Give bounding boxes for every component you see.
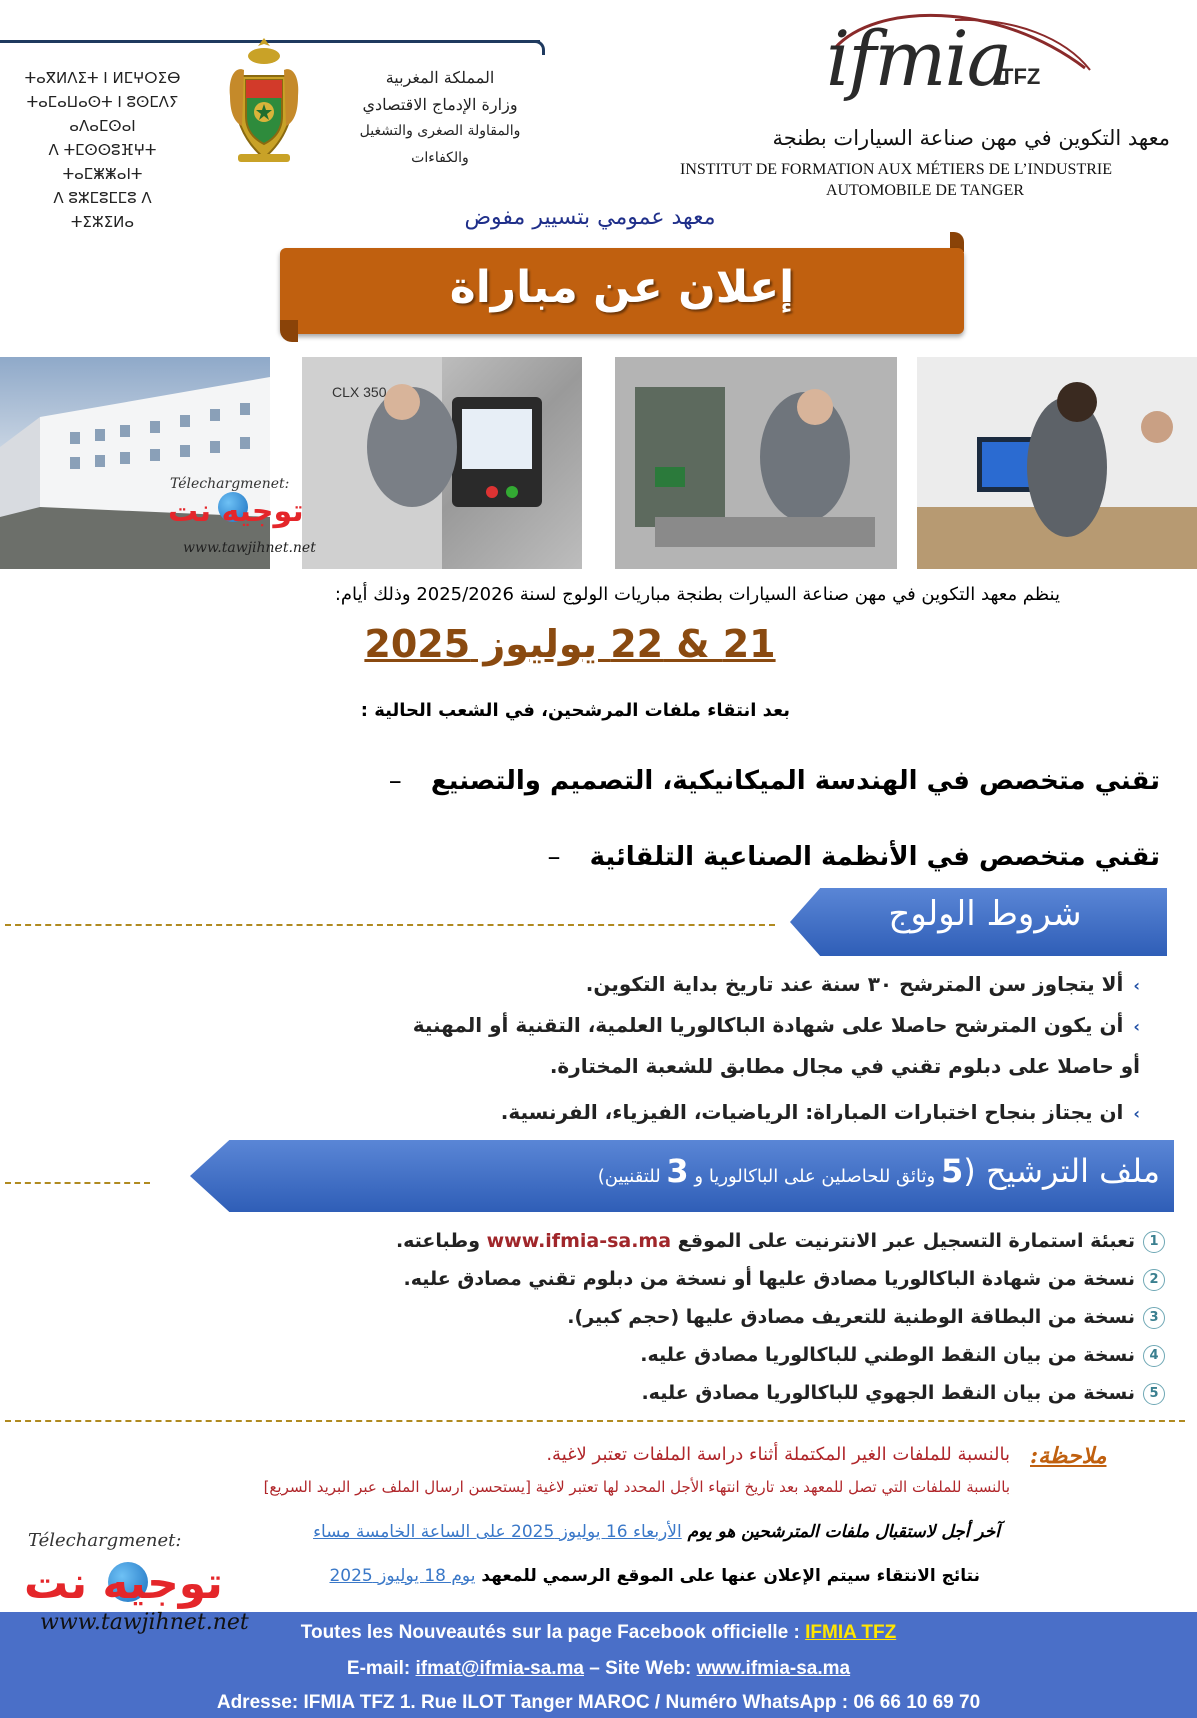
- number-circle-icon: 1: [1143, 1231, 1165, 1253]
- condition-item: [290, 1054, 1140, 1078]
- photo-computer-lab: [917, 357, 1197, 569]
- banner-curl: [280, 320, 298, 342]
- ministry-line: والمقاولة الصغرى والتشغيل والكفاءات: [359, 123, 521, 166]
- registration-link[interactable]: www.ifmia-sa.ma: [486, 1230, 672, 1252]
- dash-bullet-icon: –: [388, 766, 402, 796]
- dossier-item: 4نسخة من بيان النقط الوطني للباكالوريا مصادق عليه.: [240, 1344, 1165, 1367]
- dossier-subtitle: (5 وثائق للحاصلين على الباكالوريا و 3 للتقنيين): [597, 1152, 976, 1190]
- condition-item: [290, 1100, 1140, 1124]
- svg-text:CLX 350: CLX 350: [332, 384, 387, 400]
- number-circle-icon: 4: [1143, 1345, 1165, 1367]
- chevron-bullet-icon: ›: [1133, 1017, 1140, 1036]
- filiere-label: تقني متخصص في الأنظمة الصناعية التلقائية: [589, 842, 1160, 872]
- chevron-bullet-icon: ›: [1133, 1104, 1140, 1123]
- dossier-item: 2نسخة من شهادة الباكالوريا مصادق عليها أو نسخة من دبلوم تقني مصادق عليه.: [240, 1268, 1165, 1291]
- deadline-text: آخر أجل لاستقبال ملفات المترشحين هو يوم الأربعاء 16 يوليوز 2025 على الساعة الخامسة مساء: [313, 1522, 1000, 1542]
- note-line: بالنسبة للملفات التي تصل للمعهد بعد تاريخ انتهاء الأجل المحدد لها تعتبر لاغية [يستحسن ارسال الملف عبر البريد السريع]: [263, 1478, 1010, 1496]
- filiere-label: تقني متخصص في الهندسة الميكانيكية، التصميم والتصنيع: [430, 766, 1160, 796]
- watermark-logo: توجيه نت: [24, 1558, 223, 1609]
- ifmia-logo-text: ifmia: [826, 14, 1011, 103]
- dossier-title: ملف الترشيح: [985, 1152, 1160, 1190]
- watermark-url: www.tawjihnet.net: [183, 540, 316, 556]
- facebook-link[interactable]: IFMIA TFZ: [805, 1622, 897, 1643]
- announcement-title: إعلان عن مباراة: [449, 262, 795, 313]
- header-divider-curve: [530, 40, 545, 55]
- tifinagh-line: ⵜⴰⵎⴰⵡⴰⵙⵜ ⵏ ⵓⵙⵎⴷⵢ ⴰⴷⴰⵎⵙⴰⵏ: [26, 93, 179, 135]
- email-link[interactable]: ifmat@ifmia-sa.ma: [415, 1658, 584, 1679]
- ministry-name: [335, 64, 545, 172]
- footer-contact: E-mail: ifmat@ifmia-sa.ma – Site Web: www.ifmia-sa.ma: [346, 1658, 851, 1679]
- condition-item: [290, 972, 1140, 996]
- tifinagh-line: ⴷ ⵜⵎⵙⵙⵓⴼⵖⵜ ⵜⴰⵎⵥⵥⴰⵏⵜ: [48, 141, 157, 183]
- chevron-bullet-icon: ›: [1133, 976, 1140, 995]
- number-circle-icon: 3: [1143, 1307, 1165, 1329]
- dossier-item: 3نسخة من البطاقة الوطنية للتعريف مصادق عليها (حجم كبير).: [240, 1306, 1165, 1329]
- dossier-item: 5نسخة من بيان النقط الجهوي للباكالوريا مصادق عليه.: [240, 1382, 1165, 1405]
- photo-milling-workshop: [615, 357, 897, 569]
- results-text: نتائج الانتقاء سيتم الإعلان عنها على الموقع الرسمي للمعهد يوم 18 يوليوز 2025: [329, 1566, 980, 1586]
- condition-text: ان يجتاز بنجاح اختبارات المباراة: الرياضيات، الفيزياء، الفرنسية.: [500, 1100, 1124, 1124]
- dash-bullet-icon: –: [547, 842, 561, 872]
- dashed-divider: [5, 1182, 150, 1184]
- contest-dates: 21 & 22 يوليوز 2025: [364, 622, 776, 666]
- institute-name-fr: INSTITUT DE FORMATION AUX MÉTIERS DE L’INDUSTRIE: [680, 161, 1112, 178]
- condition-text: أن يكون المترشح حاصلا على شهادة الباكالوريا العلمية، التقنية أو المهنية: [412, 1013, 1124, 1037]
- tifinagh-line: ⵜⴰⴳⵍⴷⵉⵜ ⵏ ⵍⵎⵖⵔⵉⴱ: [24, 69, 181, 87]
- number-circle-icon: 5: [1143, 1383, 1165, 1405]
- dashed-divider: [5, 924, 775, 926]
- filiere-item: [380, 842, 1160, 872]
- note-line: بالنسبة للملفات الغير المكتملة أثناء دراسة الملفات تعتبر لاغية.: [546, 1444, 1010, 1465]
- watermark-url: www.tawjihnet.net: [40, 1610, 249, 1635]
- footer-facebook: Toutes les Nouveautés sur la page Facebook officielle : IFMIA TFZ: [300, 1622, 897, 1643]
- selection-note: بعد انتقاء ملفات المرشحين، في الشعب الحالية :: [360, 700, 790, 721]
- watermark-label: Télechargmenet:: [170, 476, 290, 492]
- condition-text: ألا يتجاوز سن المترشح ٣٠ سنة عند تاريخ بداية التكوين.: [585, 972, 1124, 996]
- institute-name-ar: معهد التكوين في مهن صناعة السيارات بطنجة: [772, 126, 1170, 150]
- watermark-label: Télechargmenet:: [28, 1530, 182, 1551]
- ifmia-logo-tfz: TFZ: [1000, 64, 1041, 89]
- condition-text: أو حاصلا على دبلوم تقني في مجال مطابق للشعبة المختارة.: [549, 1054, 1140, 1078]
- watermark-logo: توجيه نت: [168, 494, 304, 529]
- photo-institute-building: [0, 357, 270, 569]
- intro-text: ينظم معهد التكوين في مهن صناعة السيارات بطنجة مباريات الولوج لسنة 2025/2026 وذلك أيام:: [334, 584, 1060, 605]
- ministry-line: المملكة المغربية: [385, 68, 495, 87]
- institute-status: معهد عمومي بتسيير مفوض: [464, 205, 716, 230]
- ministry-tifinagh: [20, 66, 185, 234]
- dossier-item: 1تعبئة استمارة التسجيل عبر الانترنيت على الموقع www.ifmia-sa.ma وطباعته.: [240, 1230, 1165, 1253]
- results-date: يوم 18 يوليوز 2025: [329, 1566, 476, 1586]
- photo-cnc-machine: [302, 357, 582, 569]
- deadline-date: الأربعاء 16 يوليوز 2025 على الساعة الخامسة مساء: [313, 1522, 682, 1542]
- ministry-line: وزارة الإدماج الاقتصادي: [362, 95, 518, 114]
- dashed-divider: [5, 1420, 1185, 1422]
- institute-name-fr-2: AUTOMOBILE DE TANGER: [825, 182, 1025, 199]
- condition-item: [290, 1013, 1140, 1037]
- number-circle-icon: 2: [1143, 1269, 1165, 1291]
- footer-address: Adresse: IFMIA TFZ 1. Rue ILOT Tanger MAROC / Numéro WhatsApp : 06 66 10 69 70: [216, 1692, 981, 1713]
- dossier-heading: [500, 1152, 1160, 1190]
- moroccan-coat-of-arms-icon: [228, 36, 300, 168]
- conditions-title: شروط الولوج: [888, 894, 1082, 934]
- website-link[interactable]: www.ifmia-sa.ma: [696, 1658, 851, 1679]
- filiere-item: [380, 766, 1160, 796]
- note-title: ملاحظة:: [1030, 1443, 1107, 1469]
- tifinagh-line: ⴷ ⵓⵣⵎⵓⵎⵎⵓ ⴷ ⵜⵉⵣⵉⵍⴰ: [53, 189, 152, 231]
